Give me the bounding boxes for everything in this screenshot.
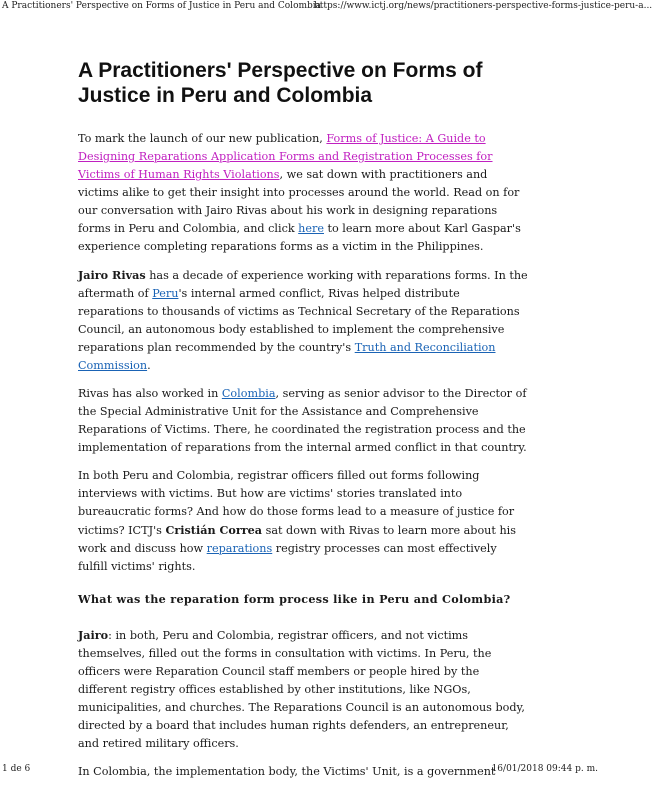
cristian-correa-name: Cristián Correa — [165, 523, 263, 537]
colombia-paragraph: Rivas has also worked in Colombia, serving as senior advisor to the Director of the Special Administrative Unit for the Assistance and Comprehensive Reparations of Victims. There, he coordinated the registration process and the implementation of reparations from the internal armed conflict in that country. — [78, 387, 527, 454]
print-header — [0, 0, 652, 14]
interview-question: What was the reparation form process like in Peru and Colombia? — [78, 592, 511, 606]
rivas-bio-paragraph: Jairo Rivas has a decade of experience working with reparations forms. In the aftermath of Peru's internal armed conflict, Rivas helped distribute reparations to thousands of victims as Technical Secretary of the Reparations Council, an autonomous body established to implement the comprehensive reparations plan recommended by the country's Truth and Reconciliation Commission. — [78, 268, 528, 372]
colombia-link[interactable]: Colombia — [221, 387, 276, 400]
intro-paragraph: To mark the launch of our new publication, Forms of Justice: A Guide to Designing Reparations Application Forms and Registration Processes for Victims of Human Rights Violations, we sat down with practitioners and victims alike to get their insight into processes around the world. Read on for our conversation with Jairo Rivas about his work in designing reparations forms in Peru and Colombia, and click here to learn more about Karl Gaspar's experience completing reparations forms as a victim in the Philippines. — [78, 132, 521, 253]
registrar-paragraph: In both Peru and Colombia, registrar officers filled out forms following interviews with victims. But how are victims' stories translated into bureaucratic forms? And how do those forms lead to a measure of justice for victims? ICTJ's Cristián Correa sat down with Rivas to learn more about his work and discuss how reparations registry processes can most effectively fulfill victims' rights. — [78, 469, 516, 573]
forms-of-justice-link[interactable]: Forms of Justice: A Guide to Designing Reparations Application Forms and Registration Processes for Victims of Human Rights Violations — [78, 132, 493, 181]
reparations-link[interactable]: reparations — [206, 542, 273, 555]
print-header-url: https://www.ictj.org/news/practitioners-perspective-forms-justice-peru-a... — [314, 1, 652, 11]
print-footer — [0, 762, 600, 776]
print-datetime: 16/01/2018 09:44 p. m. — [491, 764, 598, 774]
peru-link[interactable]: Peru — [152, 287, 179, 300]
print-header-title: A Practitioners' Perspective on Forms of Justice in Peru and Colombia — [2, 1, 322, 11]
jairo-speaker-label: Jairo — [78, 628, 109, 642]
here-link[interactable]: here — [298, 222, 324, 235]
truth-commission-link[interactable]: Truth and Reconciliation Commission — [78, 341, 496, 372]
jairo-answer-paragraph: Jairo: in both, Peru and Colombia, registrar officers, and not victims themselves, filled out the forms in consultation with victims. In Peru, the officers were Reparation Council staff members or people hired by the different registry offices established by other institutions, like NGOs, municipalities, and churches. The Reparations Council is an autonomous body, directed by a board that includes human rights defenders, an entrepreneur, and retired military officers. — [78, 628, 525, 750]
page-number: 1 de 6 — [2, 764, 31, 774]
article — [78, 58, 528, 791]
victims-unit-paragraph: In Colombia, the implementation body, the Victims' Unit, is a government — [78, 765, 496, 778]
article-title: A Practitioners' Perspective on Forms of Justice in Peru and Colombia — [78, 59, 483, 107]
jairo-rivas-name: Jairo Rivas — [78, 268, 146, 282]
